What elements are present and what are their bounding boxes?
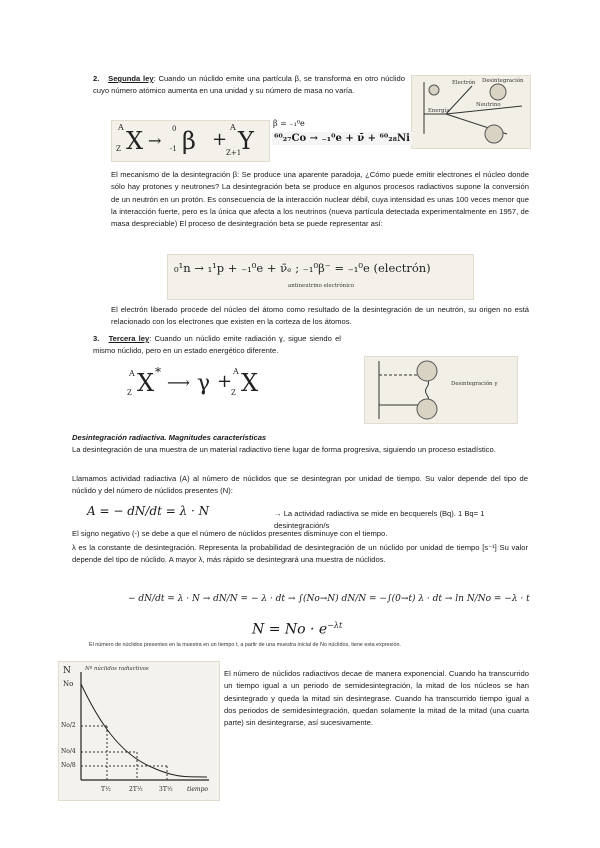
gamma-star: * xyxy=(155,365,161,379)
item-number: 3. xyxy=(93,334,100,343)
beta-equation-image: A X Z → 0 -1 β + A Y Z+1 xyxy=(111,120,270,162)
gamma-symbol: γ xyxy=(197,371,211,396)
paragraph-4: λ es la constante de desintegración. Representa la probabilidad de desintegración de un núclido por unidad de tiempo [s⁻¹] Su valor depende del tipo de núclido. A mayor λ, más rápido se desintegrará una muestra de núclidos. xyxy=(72,543,528,565)
final-formula-exponent: −λt xyxy=(327,621,343,630)
gamma-right-z: Z xyxy=(231,389,236,397)
gamma-decay-sketch xyxy=(364,356,518,424)
activity-note: → La actividad radiactiva se mide en becquerels (Bq). 1 Bq= 1 desintegración/s xyxy=(274,509,485,531)
graph-y-label-no2: No/2 xyxy=(61,722,76,729)
beta-decay-sketch xyxy=(411,75,531,149)
eq-right-z: Z+1 xyxy=(226,149,242,157)
item-text: : Cuando un núclido emite una partícula β, se transforma en otro núclido cuyo número atómico aumenta en una unidad y su número de masa no varía. xyxy=(93,74,405,96)
graph-x-label-t3: 3T½ xyxy=(159,786,173,793)
antineutrino-note: antineutrino electrónico xyxy=(288,283,355,289)
neutron-decay-equation-image xyxy=(167,254,474,300)
decay-graph-drawing xyxy=(59,662,219,800)
graph-y-label-no: No xyxy=(63,680,74,688)
final-formula-base: N = No · e xyxy=(252,621,328,638)
label-desintegracion: Desintegración xyxy=(482,78,524,84)
label-electron: Electrón xyxy=(452,80,476,86)
graph-y-label-no4: No/4 xyxy=(61,748,76,755)
gamma-left-mass: A xyxy=(129,369,135,378)
graph-x-label-tiempo: tiempo xyxy=(187,786,209,793)
final-formula xyxy=(252,621,342,638)
beta-mechanism-paragraph: El mecanismo de la desintegración β: Se produce una aparente paradoja, ¿Cómo puede emitir electrones el núcleo donde sólo hay protones y neutrones? La desintegración beta se produce en algunos procesos radiactivos supone la conversión de un neutrón en un protón. Es consecuencia de la interacción nuclear débil, cuya intensidad es unas 100 veces menor que la interacción fuerte, pero es la única que afecta a los neutrinos (nueva partícula detectada experimentalmente en 1957, de masa despreciable) El proceso de desintegración beta se puede representar así: xyxy=(111,170,529,229)
paragraph-1: La desintegración de una muestra de un material radiactivo tiene lugar de forma progresiva, siguiendo un proceso estadístico. xyxy=(72,445,496,454)
electron-origin-paragraph: El electrón liberado procede del núcleo del átomo como resultado de la desintegración de un neutrón, su origen no está relacionado con los electrones que existen en la corteza de los átomos. xyxy=(111,305,529,327)
neutron-equation: ₀¹n → ₁¹p + ₋₁⁰e + ν̄ₑ ; ₋₁⁰β⁻ = ₋₁⁰e (electrón) xyxy=(174,261,431,275)
cobalt-equation: ⁶⁰₂₇Co → ₋₁⁰e + ν̄ + ⁶⁰₂₈Ni xyxy=(274,133,410,144)
paragraph-5: El número de núclidos radiactivos decae de manera exponencial. Cuando ha transcurrido un tiempo igual a un periodo de semidesintegración, la mitad de los núcleos se han desintegrado y queda la mitad sin desintegrase. Cuando ha transcurrido tiempo igual a dos periodos de semidesintegración, quedan solamente la mitad de la mitad (una cuarta parte) sin desintegrarse, así sucesivamente. xyxy=(224,669,529,728)
eq-beta-sub: -1 xyxy=(170,145,177,153)
derivation-formula: − dN/dt = λ · N → dN/N = − λ · dt → ∫(No→N) dN/N = −∫(0→t) λ · dt → ln N/No = −λ · t xyxy=(128,594,530,604)
label-energia: Energía xyxy=(428,108,450,114)
activity-formula: A = − dN/dt = λ · N xyxy=(87,504,210,518)
gamma-right-mass: A xyxy=(233,367,239,376)
gamma-sketch-label: Desintegración γ xyxy=(451,381,498,387)
item-title: Segunda ley xyxy=(108,74,154,83)
gamma-left-z: Z xyxy=(127,389,132,397)
item-text: : Cuando un núclido emite radiación ɣ, sigue siendo el mismo núclido, pero en un estado energético diferente. xyxy=(93,334,341,356)
beta-label: β = ₋₁⁰e xyxy=(273,119,305,128)
graph-y-label-n: N xyxy=(63,666,71,676)
section-heading: Desintegración radiactiva. Magnitudes características xyxy=(72,433,267,442)
item-title: Tercera ley xyxy=(108,334,150,343)
gamma-decay-drawing xyxy=(365,357,517,423)
eq-beta-sup: 0 xyxy=(172,125,177,133)
gamma-equation-image: A X Z * ⟶ γ + A X Z xyxy=(127,365,259,397)
paragraph-2: Llamamos actividad radiactiva (A) al número de núclidos que se desintegran por unidad de tiempo. Su valor depende del tipo de núclido y del número de núclidos presentes (N): xyxy=(72,474,528,496)
label-neutrino: Neutrino xyxy=(476,102,501,108)
eq-left-mass: A xyxy=(118,123,124,132)
decay-graph-image xyxy=(58,661,220,801)
item-number: 2. xyxy=(93,74,100,83)
paragraph-3: El signo negativo (-) se debe a que el número de núclidos presentes disminuye con el tiempo. xyxy=(72,529,388,538)
graph-y-label-no8: No/8 xyxy=(61,762,76,769)
eq-left-z: Z xyxy=(116,145,121,153)
item-2 xyxy=(93,73,405,98)
eq-right-mass: A xyxy=(230,123,236,132)
graph-title: Nº núclidos radiactivos xyxy=(85,666,149,672)
formula-caption: El número de núclidos presentes en la muestra en un tiempo t, a partir de una muestra inicial de No núclidos, tiene esta expresión. xyxy=(89,642,401,648)
item-3 xyxy=(93,333,341,358)
graph-x-label-t1: T½ xyxy=(101,786,111,793)
graph-x-label-t2: 2T½ xyxy=(129,786,143,793)
